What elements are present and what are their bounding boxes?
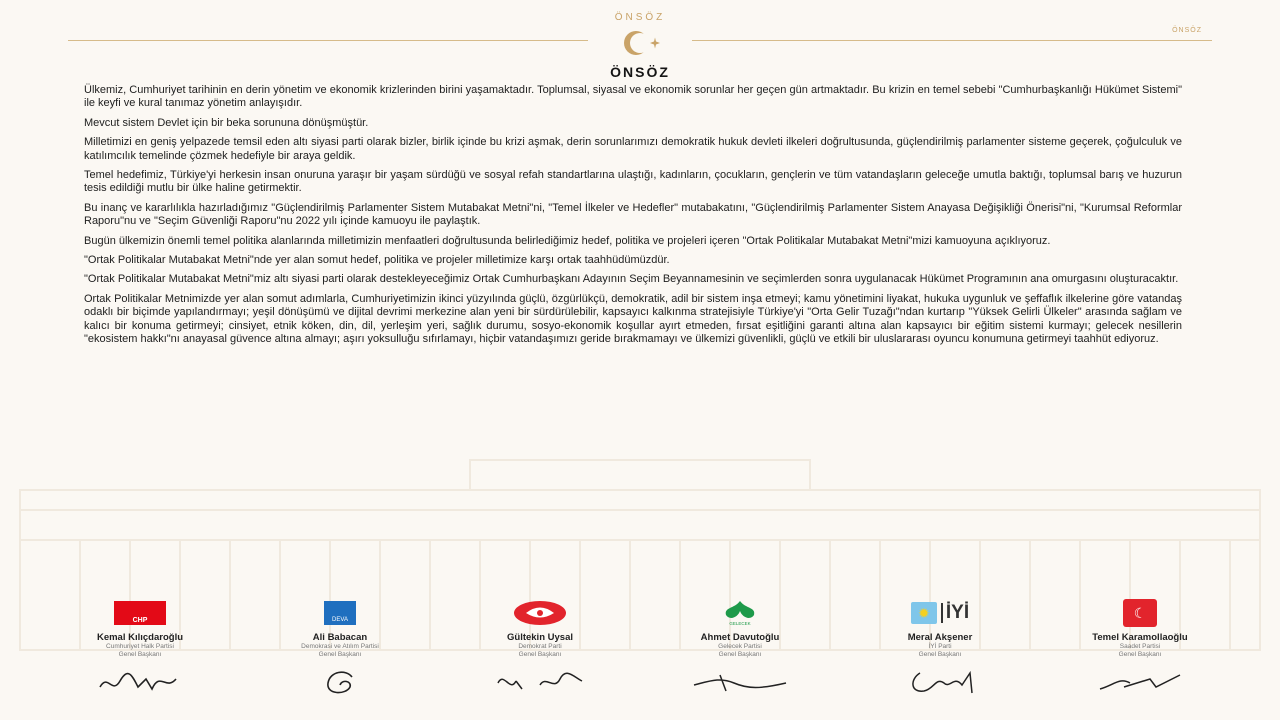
crescent-star-icon bbox=[586, 26, 694, 60]
paragraph: Mevcut sistem Devlet için bir beka sorununa dönüşmüştür. bbox=[84, 116, 369, 129]
iyi-logo-text: İYİ bbox=[941, 603, 969, 623]
paragraph: "Ortak Politikalar Mutabakat Metni"nde yer alan somut hedef, politika ve projeler milletimize karşı ortak taahhüdümüzdür. bbox=[84, 254, 670, 267]
leader-iyi bbox=[840, 600, 1040, 712]
leader-role: Genel Başkanı bbox=[118, 651, 162, 658]
leader-role: Genel Başkanı bbox=[318, 651, 362, 658]
leader-chp bbox=[40, 600, 240, 712]
corner-tag: ÖNSÖZ bbox=[1172, 27, 1202, 34]
leader-name: Gültekin Uysal bbox=[507, 632, 573, 643]
leader-party: Demokrasi ve Atılım Partisi bbox=[301, 643, 379, 650]
demokrat-parti-logo bbox=[510, 600, 570, 626]
page-title: ÖNSÖZ bbox=[610, 64, 670, 80]
leader-role: Genel Başkanı bbox=[1118, 651, 1162, 658]
leader-name: Temel Karamollaoğlu bbox=[1092, 632, 1188, 643]
signature bbox=[690, 665, 790, 697]
signature bbox=[290, 665, 390, 697]
leader-role: Genel Başkanı bbox=[918, 651, 962, 658]
paragraph: Bugün ülkemizin önemli temel politika alanlarında milletimizin menfaatleri doğrultusunda belirlediğimiz hedef, politika ve projeleri içeren "Ortak Politikalar Mutabakat Metni"mizi kamuoyuna açıklıyoruz. bbox=[84, 234, 1051, 247]
header-rule-right bbox=[692, 40, 1212, 41]
paragraph: Ülkemiz, Cumhuriyet tarihinin en derin yönetim ve ekonomik krizlerinden birini yaşamaktadır. Toplumsal, siyasal ve ekonomik sorunlar her geçen gün artmaktadır. Bu krizin en temel sebebi "Cumhurbaşkanlığı Hükümet Sistemi" ile keyfi ve kural tanımaz yönetim anlayışıdır. bbox=[84, 84, 1182, 110]
leader-saadet bbox=[1040, 600, 1240, 712]
leader-demokrat bbox=[440, 600, 640, 712]
iyi-logo bbox=[911, 600, 969, 626]
paragraph: Temel hedefimiz, Türkiye'yi herkesin insan onuruna yaraşır bir yaşam sürdüğü ve sosyal refah standartlarına ulaştığı, kadınların, çocukların, gençlerin ve tüm vatandaşların geleceğe umutla baktığı, toplumsal barış ve huzurun tesis edildiği mutlu bir ülke haline getirmektir. bbox=[84, 169, 1182, 195]
leader-role: Genel Başkanı bbox=[718, 651, 762, 658]
chp-logo-text: CHP bbox=[132, 617, 148, 624]
leader-gelecek bbox=[640, 600, 840, 712]
leader-name: Meral Akşener bbox=[907, 632, 973, 643]
signature bbox=[490, 665, 590, 697]
chp-logo bbox=[114, 600, 166, 626]
body-text bbox=[84, 84, 1182, 353]
paragraph: Ortak Politikalar Metnimizde yer alan somut adımlarla, Cumhuriyetimizin ikinci yüzyılında güçlü, özgürlükçü, demokratik, adil bir sistem inşa etmeyi; kamu yönetimini liyakat, hukuka uygunluk ve şeffaflık ilkelerine göre vatandaş odaklı bir biçimde yapılandırmayı; yeşil dönüşümü ve dijital devrimi merkezine alan yeni bir sürdürülebilir, kapsayıcı kalkınma stratejisiyle Türkiye'yi "Orta Gelir Tuzağı"ndan kurtarıp "Yüksek Gelirli Ülkeler" arasında sağlam ve kalıcı bir konuma getirmeyi; cinsiyet, etnik köken, din, dil, yerleşim yeri, sağlık durumu, sosyo-ekonomik koşullar ayırt etmeden, fırsat eşitliğini garanti altına alan kapsayıcı bir eğitim sistemi kurmayı; gelecek nesillerin "ekosistem hakkı"nı anayasal güvence altına almayı; aşırı yoksulluğu sıfırlamayı, hiçbir vatandaşımızı geride bırakmamayı ve ülkemizi güvenlikli, güçlü ve etkili bir uluslararası oyuncu konumuna getirmeyi taahhüt ediyoruz. bbox=[84, 292, 1182, 346]
leader-party: Saadet Partisi bbox=[1119, 643, 1161, 650]
leader-deva bbox=[240, 600, 440, 712]
leader-party: Gelecek Partisi bbox=[718, 643, 762, 650]
leader-name: Ahmet Davutoğlu bbox=[700, 632, 780, 643]
header-rule-left bbox=[68, 40, 588, 41]
saadet-logo bbox=[1123, 600, 1157, 626]
crescent-icon: ☾ bbox=[1123, 599, 1157, 627]
paragraph: Bu inanç ve kararlılıkla hazırladığımız "Güçlendirilmiş Parlamenter Sistem Mutabakat Metni"ni, "Temel İlkeler ve Hedefler" mutabakatını, "Güçlendirilmiş Parlamenter Sistem Anayasa Değişikliği Önerisi"ni, "Kurumsal Reformlar Raporu"nu ve "Seçim Güvenliği Raporu"nu 2022 yılı içinde kamuoyu ile paylaştık. bbox=[84, 201, 1182, 228]
signature bbox=[1090, 665, 1190, 697]
leader-name: Kemal Kılıçdaroğlu bbox=[96, 632, 184, 643]
signature bbox=[90, 665, 190, 697]
deva-logo bbox=[324, 600, 356, 626]
paragraph: "Ortak Politikalar Mutabakat Metni"miz altı siyasi parti olarak destekleyeceğimiz Ortak Cumhurbaşkanı Adayının Seçim Beyannamesinin ve seçimlerden sonra uygulanacak Hükümet Programının ana omurgasını oluşturacaktır. bbox=[84, 273, 1179, 286]
deva-logo-text: DEVA bbox=[324, 601, 356, 625]
leader-party: Cumhuriyet Halk Partisi bbox=[106, 643, 174, 650]
header-label: ÖNSÖZ bbox=[614, 12, 666, 23]
gelecek-logo bbox=[720, 600, 760, 626]
signatures-row bbox=[40, 600, 1240, 712]
leader-name: Ali Babacan bbox=[312, 632, 368, 643]
gelecek-logo-text: GELECEK bbox=[729, 621, 751, 626]
paragraph: Milletimizi en geniş yelpazede temsil eden altı siyasi parti olarak bizler, birlik içinde bu krizi aşmak, derin sorunlarımızı demokratik hukuk devleti ilkeleri doğrultusunda, güçlendirilmiş parlamenter sisteme geçerek, çoğulculuk ve katılımcılık temelinde çözmek hedefiyle bir araya geldik. bbox=[84, 136, 1182, 162]
leader-party: İYİ Parti bbox=[928, 643, 952, 650]
signature bbox=[890, 665, 990, 697]
sun-icon: ✹ bbox=[911, 602, 937, 624]
leader-party: Demokrat Parti bbox=[518, 643, 562, 650]
leader-role: Genel Başkanı bbox=[518, 651, 562, 658]
